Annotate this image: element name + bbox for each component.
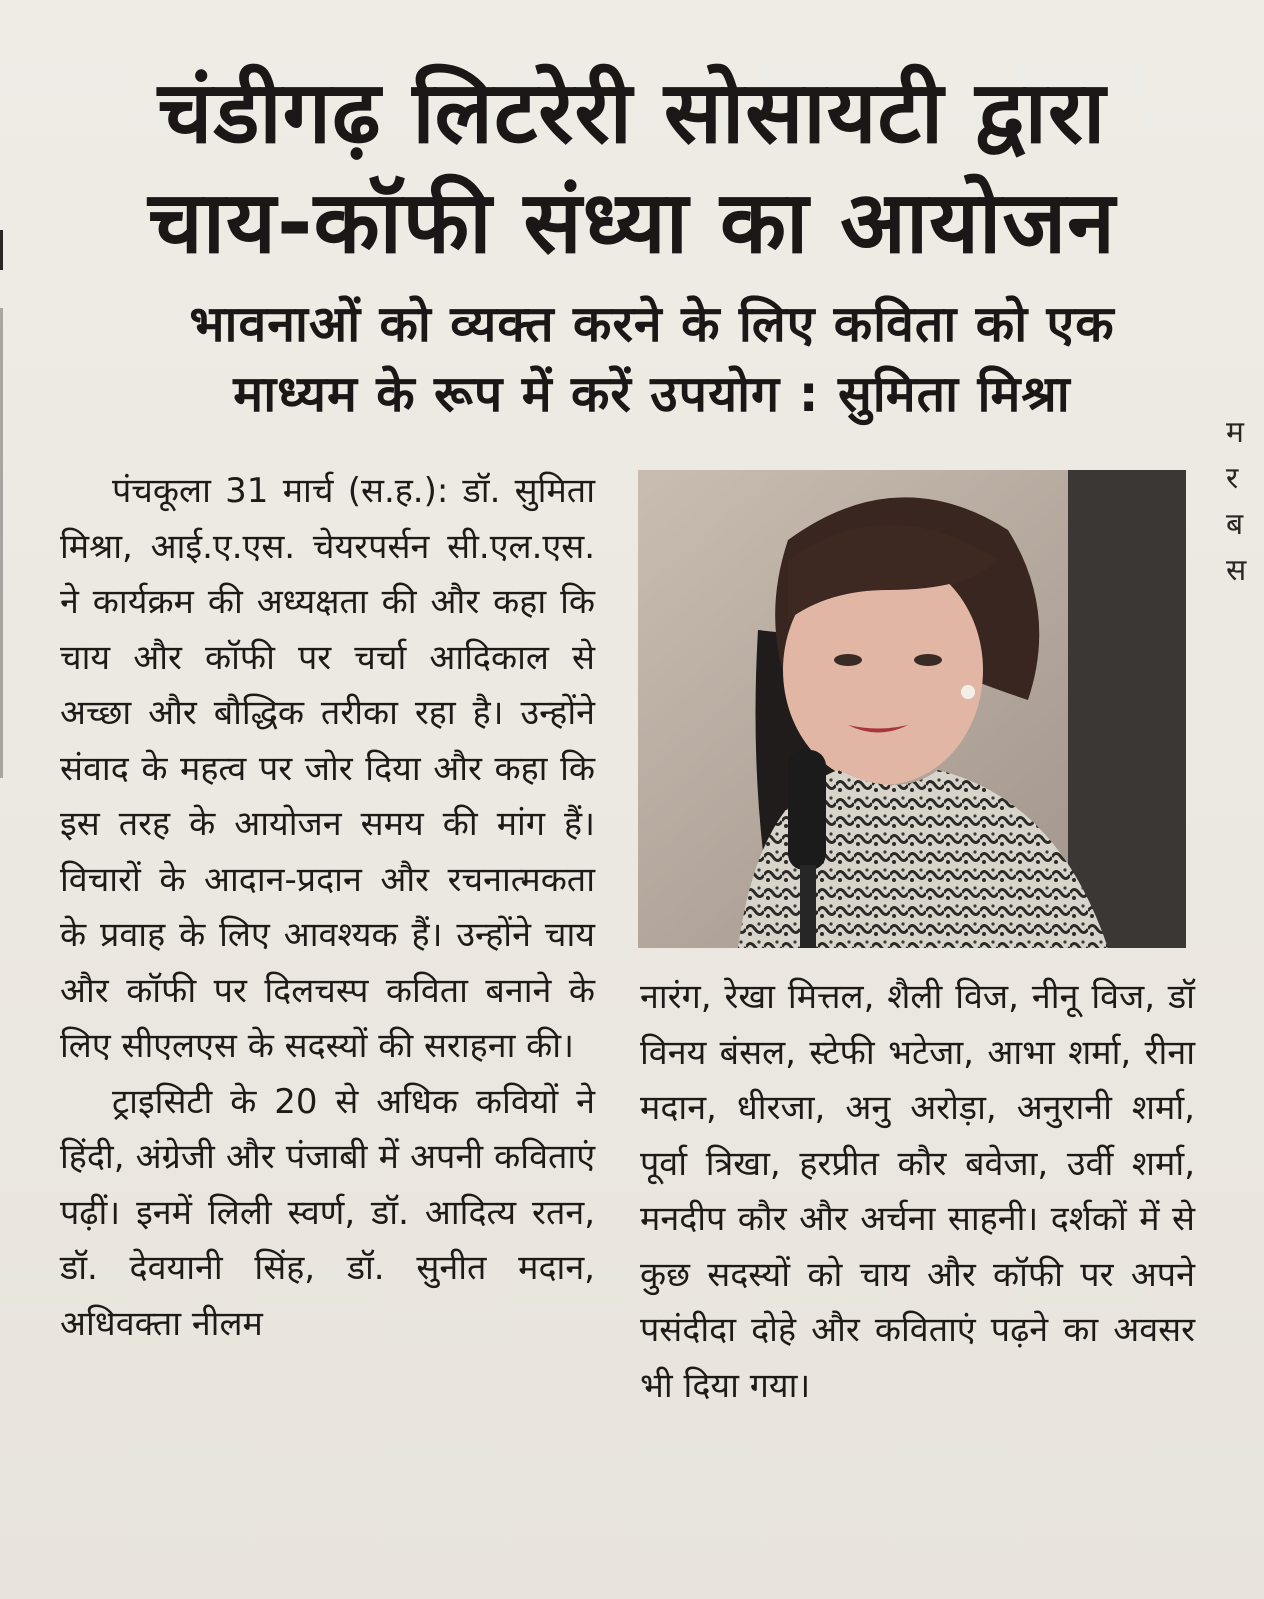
paragraph-2: ट्राइसिटी के 20 से अधिक कवियों ने हिंदी, अंग्रेजी और पंजाबी में अपनी कविताएं पढ़ीं। इनमें लिली स्वर्ण, डॉ. आदित्य रतन, डॉ. देवयानी सिंह, डॉ. सुनीत मदान, अधिवक्ता नीलम bbox=[60, 1081, 595, 1344]
speaker-photo bbox=[638, 470, 1186, 948]
article-body-left-column bbox=[60, 464, 595, 1352]
paragraph-1: पंचकूला 31 मार्च (स.ह.): डॉ. सुमिता मिश्रा, आई.ए.एस. चेयरपर्सन सी.एल.एस. ने कार्यक्रम की अध्यक्षता की और कहा कि चाय और कॉफी पर चर्चा आदिकाल से अच्छा और बौद्धिक तरीका रहा है। उन्होंने संवाद के महत्व पर जोर दिया और कहा कि इस तरह के आयोजन समय की मांग हैं। विचारों के आदान-प्रदान और रचनात्मकता के प्रवाह के लिए आवश्यक हैं। उन्होंने चाय और कॉफी पर दिलचस्प कविता बनाने के लिए सीएलएस के सदस्यों की सराहना की। bbox=[60, 471, 595, 1066]
subheadline-line-1: भावनाओं को व्यक्त करने के लिए कविता को एक bbox=[189, 295, 1115, 353]
article-body-right-column bbox=[640, 970, 1195, 1414]
speaker-photo-illustration bbox=[638, 470, 1186, 948]
adjacent-column-fragment: म र ब स bbox=[1226, 415, 1247, 588]
paragraph-3: नारंग, रेखा मित्तल, शैली विज, नीनू विज, डॉ विनय बंसल, स्टेफी भटेजा, आभा शर्मा, रीना मदान, धीरजा, अनु अरोड़ा, अनुरानी शर्मा, पूर्वा त्रिखा, हरप्रीत कौर बवेजा, उर्वी शर्मा, मनदीप कौर और अर्चना साहनी। दर्शकों में से कुछ सदस्यों को चाय और कॉफी पर अपने पसंदीदा दोहे और कविताएं पढ़ने का अवसर भी दिया गया। bbox=[640, 977, 1195, 1406]
left-column-rule-lower bbox=[0, 308, 3, 778]
headline-line-2: चाय-कॉफी संध्या का आयोजन bbox=[148, 173, 1116, 273]
headline-line-1: चंडीगढ़ लिटरेरी सोसायटी द्वारा bbox=[157, 63, 1107, 163]
subheadline-line-2: माध्यम के रूप में करें उपयोग : सुमिता मिश्रा bbox=[233, 365, 1071, 423]
